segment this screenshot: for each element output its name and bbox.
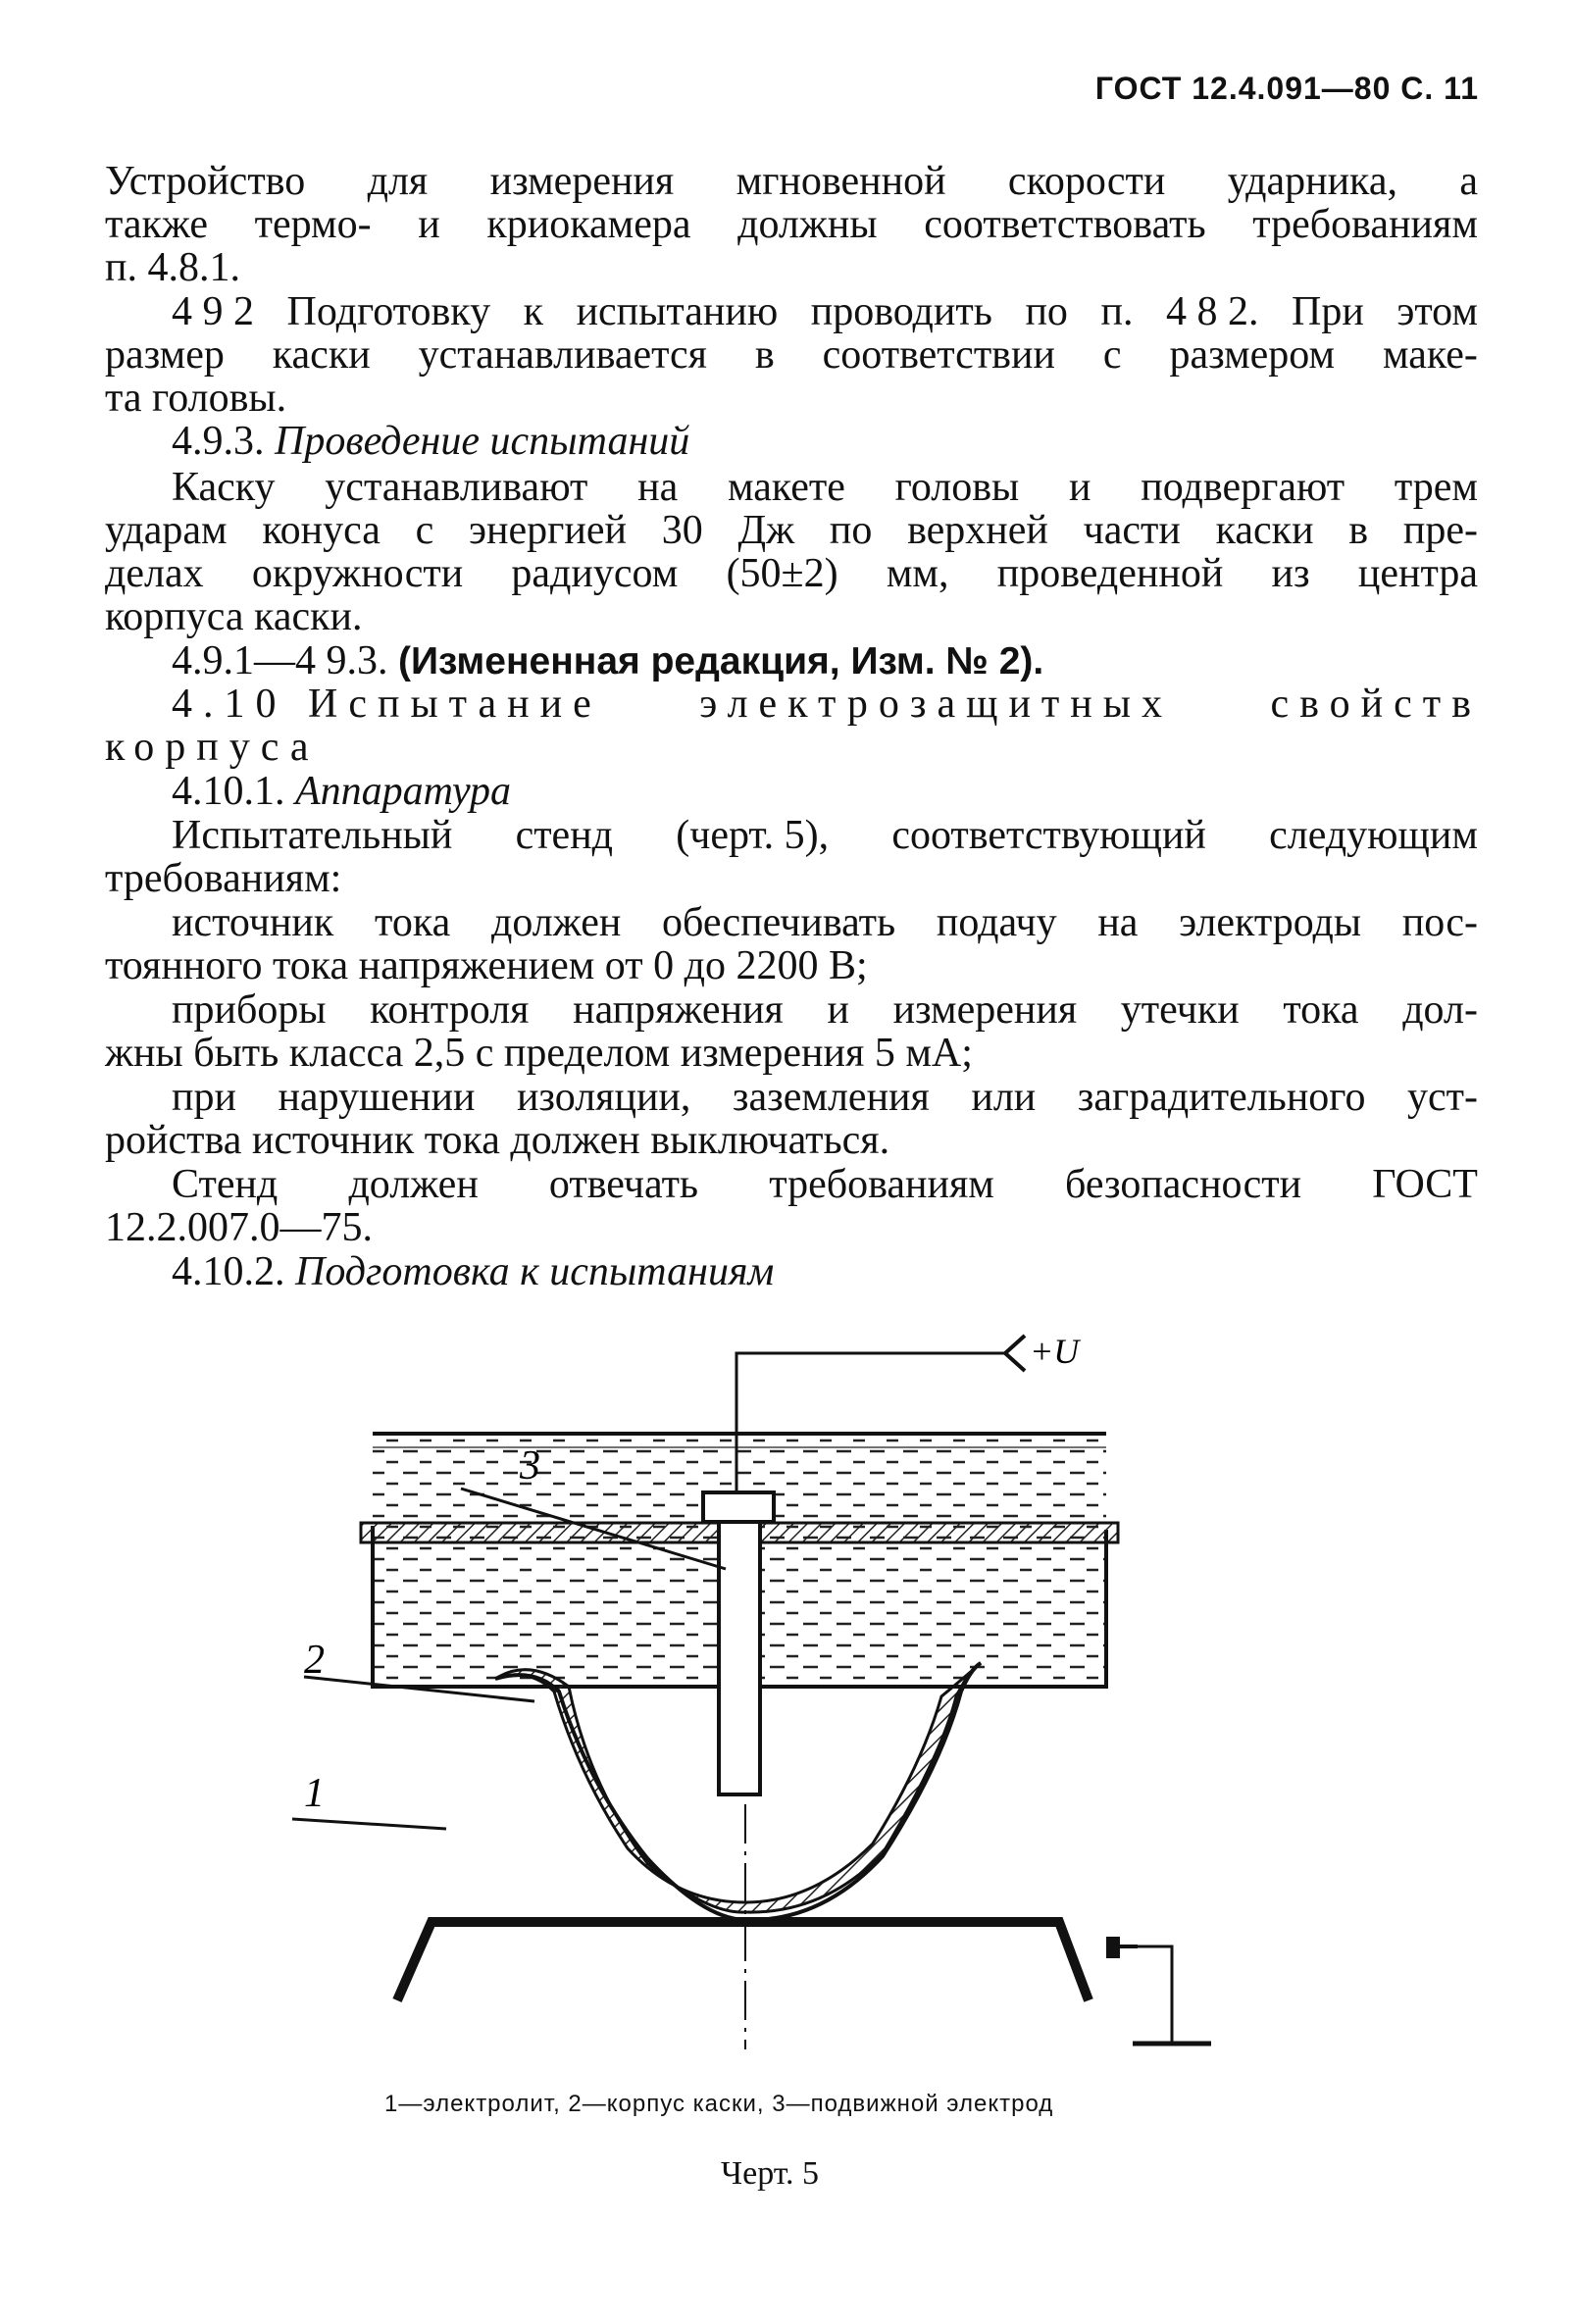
word: 30 bbox=[661, 508, 703, 553]
callout-3: 3 bbox=[520, 1443, 540, 1489]
word: (50±2) bbox=[726, 551, 838, 596]
word: уст- bbox=[1406, 1075, 1478, 1120]
word: к bbox=[523, 289, 544, 334]
word: пре- bbox=[1402, 508, 1478, 553]
word: на bbox=[1097, 900, 1139, 945]
figure-caption: 1—электролит, 2—корпус каски, 3—подвижной электрод bbox=[384, 2091, 1054, 2117]
word: мм, bbox=[886, 551, 949, 596]
word: устанавливается bbox=[418, 332, 707, 378]
word: заградительного bbox=[1077, 1075, 1366, 1120]
word: размером bbox=[1169, 332, 1336, 378]
page-header: ГОСТ 12.4.091—80 С. 11 bbox=[1094, 71, 1479, 106]
section-title: Проведение испытаний bbox=[275, 419, 690, 464]
word: 4 9 2 bbox=[172, 289, 254, 334]
word: энергией bbox=[469, 508, 627, 553]
word: в bbox=[754, 332, 775, 378]
word: криокамера bbox=[486, 202, 691, 247]
word: окружности bbox=[251, 551, 464, 596]
word: следующим bbox=[1269, 813, 1478, 858]
word: обеспечивать bbox=[662, 900, 896, 945]
text-line: жны быть класса 2,5 с пределом измерения 5 мА; bbox=[105, 1031, 973, 1076]
section-heading-spaced: корпуса bbox=[105, 725, 320, 770]
text-line: тоянного тока напряжением от 0 до 2200 В; bbox=[105, 943, 868, 988]
callout-1: 1 bbox=[304, 1771, 325, 1816]
word: маке- bbox=[1382, 332, 1478, 378]
word: радиусом bbox=[511, 551, 679, 596]
word: пос- bbox=[1401, 900, 1478, 945]
word: подачу bbox=[936, 900, 1057, 945]
word: также bbox=[105, 202, 209, 247]
word: п. bbox=[1100, 289, 1134, 334]
word: размер bbox=[105, 332, 225, 378]
electrode-nut bbox=[703, 1492, 774, 1522]
leader-1 bbox=[292, 1819, 446, 1829]
word: ударника, bbox=[1227, 159, 1397, 204]
text-line: та головы. bbox=[105, 376, 287, 421]
section-number: 4.10.1. bbox=[172, 769, 285, 814]
word: утечки bbox=[1120, 987, 1240, 1033]
word: соответствовать bbox=[924, 202, 1206, 247]
word: по bbox=[1025, 289, 1068, 334]
word: с bbox=[415, 508, 434, 553]
word: при bbox=[172, 1075, 236, 1120]
word: свойств bbox=[1270, 682, 1482, 727]
figure-label: Черт. 5 bbox=[721, 2155, 820, 2192]
word: нарушении bbox=[278, 1075, 476, 1120]
word: измерения bbox=[489, 159, 675, 204]
word: должны bbox=[737, 202, 878, 247]
callout-2: 2 bbox=[304, 1638, 325, 1683]
word: напряжения bbox=[573, 987, 784, 1033]
word: тока bbox=[375, 900, 451, 945]
word: стенд bbox=[515, 813, 614, 858]
word: трем bbox=[1394, 465, 1478, 510]
word: на bbox=[637, 465, 679, 510]
word: дол- bbox=[1402, 987, 1478, 1033]
word: и bbox=[1069, 465, 1091, 510]
word: должен bbox=[490, 900, 622, 945]
word: должен bbox=[348, 1162, 479, 1207]
word: устанавливают bbox=[325, 465, 588, 510]
word: соответствии bbox=[822, 332, 1055, 378]
bottom-electrode bbox=[397, 1922, 1089, 2000]
word: и bbox=[418, 202, 440, 247]
word: заземления bbox=[732, 1075, 930, 1120]
word: источник bbox=[172, 900, 334, 945]
word: для bbox=[367, 159, 429, 204]
text-line: 12.2.007.0—75. bbox=[105, 1205, 373, 1250]
word: Испытательный bbox=[172, 813, 453, 858]
word: ударам bbox=[105, 508, 228, 553]
word: Стенд bbox=[172, 1162, 279, 1207]
word: изоляции, bbox=[516, 1075, 691, 1120]
word: приборы bbox=[172, 987, 327, 1033]
word: ГОСТ bbox=[1372, 1162, 1478, 1207]
word: отвечать bbox=[548, 1162, 699, 1207]
word: 4.10 Испытание bbox=[172, 682, 602, 727]
word: каски bbox=[272, 332, 371, 378]
word: Устройство bbox=[105, 159, 306, 204]
word: по bbox=[829, 508, 873, 553]
word: соответствующий bbox=[891, 813, 1206, 858]
word: каски bbox=[1215, 508, 1314, 553]
word: требованиям bbox=[1252, 202, 1478, 247]
word: в bbox=[1348, 508, 1369, 553]
section-title: Аппаратура bbox=[295, 769, 512, 814]
movable-electrode bbox=[719, 1510, 760, 1794]
voltage-label: +U bbox=[1030, 1332, 1080, 1371]
word: центра bbox=[1357, 551, 1478, 596]
word: головы bbox=[894, 465, 1020, 510]
amendment-text: (Измененная редакция, Изм. № 2). bbox=[398, 640, 1044, 682]
text-line: корпуса каски. bbox=[105, 594, 363, 639]
word: Подготовку bbox=[286, 289, 491, 334]
word: тока bbox=[1283, 987, 1359, 1033]
word: 4 8 2. bbox=[1165, 289, 1259, 334]
word: делах bbox=[105, 551, 204, 596]
word: а bbox=[1459, 159, 1478, 204]
text-line: п. 4.8.1. bbox=[105, 245, 240, 290]
ground-wire bbox=[1120, 1946, 1172, 2044]
word: или bbox=[971, 1075, 1037, 1120]
word: безопасности bbox=[1065, 1162, 1302, 1207]
word: подвергают bbox=[1141, 465, 1345, 510]
word: электрозащитных bbox=[699, 682, 1173, 727]
word: электроды bbox=[1179, 900, 1362, 945]
word: этом bbox=[1396, 289, 1478, 334]
word: Дж bbox=[737, 508, 795, 553]
word: измерения bbox=[892, 987, 1078, 1033]
word: части bbox=[1083, 508, 1181, 553]
word: с bbox=[1102, 332, 1122, 378]
section-number: 4.9.3. bbox=[172, 419, 265, 464]
word: (черт. 5), bbox=[676, 813, 830, 858]
word: требованиям bbox=[769, 1162, 994, 1207]
word: При bbox=[1292, 289, 1364, 334]
word: проведенной bbox=[996, 551, 1224, 596]
section-title: Подготовка к испытаниям bbox=[295, 1249, 775, 1294]
word: скорости bbox=[1007, 159, 1166, 204]
word: Каску bbox=[172, 465, 276, 510]
word: термо- bbox=[254, 202, 372, 247]
word: и bbox=[827, 987, 849, 1033]
word: из bbox=[1271, 551, 1310, 596]
word: макете bbox=[727, 465, 845, 510]
word: проводить bbox=[810, 289, 992, 334]
text-line: ройства источник тока должен выключаться. bbox=[105, 1118, 890, 1163]
section-number: 4.10.2. bbox=[172, 1249, 285, 1294]
amendment-range: 4.9.1—4 9.3. bbox=[172, 638, 388, 683]
word: испытанию bbox=[576, 289, 779, 334]
word: контроля bbox=[370, 987, 530, 1033]
word: мгновенной bbox=[736, 159, 946, 204]
word: верхней bbox=[907, 508, 1048, 553]
word: конуса bbox=[262, 508, 381, 553]
text-line: требованиям: bbox=[105, 856, 342, 901]
